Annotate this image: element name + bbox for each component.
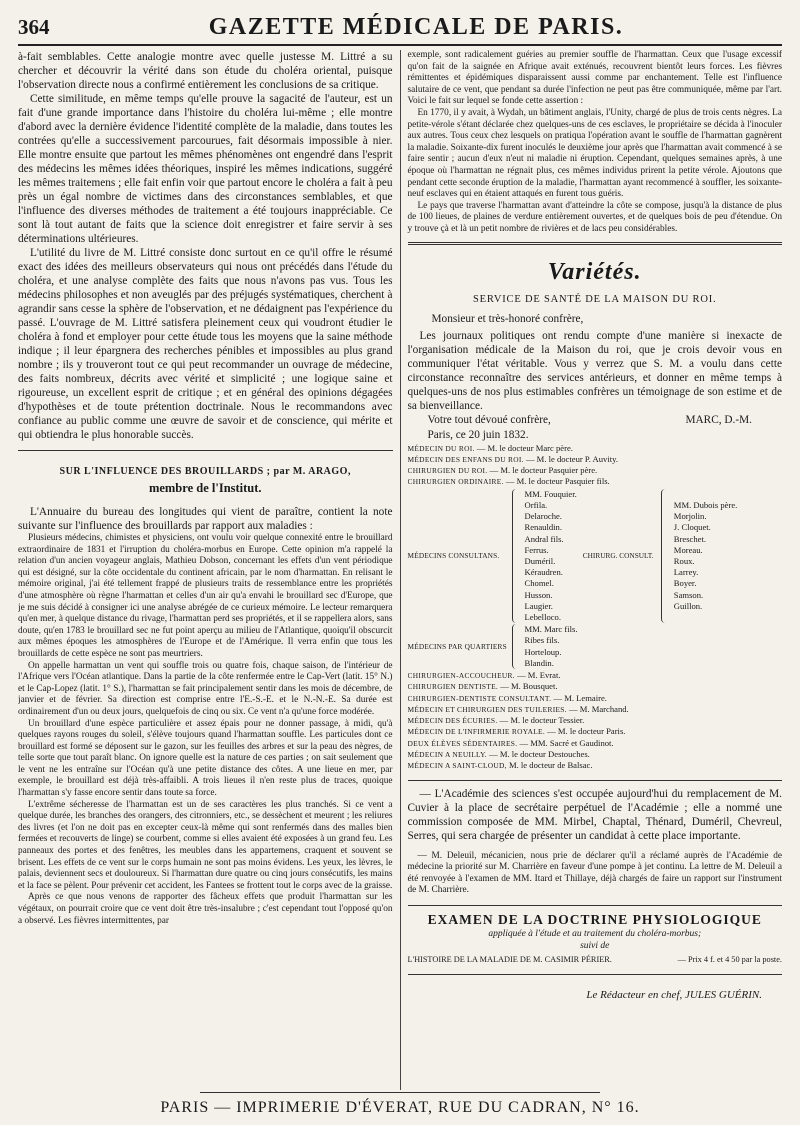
paragraph: Cette similitude, en même temps qu'elle prouve la sagacité de l'auteur, est un fait d'une grande importance dans l'histoire du choléra lui-même ; elle montre d'abord avec la dernière évidence l'identité complète de la maladie, dans toutes les contrées qu'elle a successivement parcourues, fait désormais impossible à nier. Elle montre ensuite que partout les mêmes phénomènes ont engendré dans l'esprit des médecins les mêmes idées théoriques, inspiré les mêmes indications, suggéré les mêmes traitemens ; elle fait enfin voir que partout encore le choléra a fait à peu près un égal nombre de victimes dans des circonstances semblables, et que l'influence des diverses méthodes de traitement a été toujours inappréciable. Ce sont là tout autant de faits que la science doit enregistrer et faire servir à ses déterminations ultérieures. <box>18 93 393 245</box>
staff-role: CHIRURGIEN DENTISTE. <box>407 682 499 692</box>
gazette-title: GAZETTE MÉDICALE DE PARIS. <box>208 14 624 40</box>
staff-row <box>408 738 783 749</box>
divider <box>18 450 393 451</box>
staff-role: MÉDECIN DES ÉCURIES. <box>407 716 498 726</box>
surgeon-name: J. Cloquet. <box>673 522 711 533</box>
consultant-name: Ferrus. <box>524 544 549 555</box>
consultant-name: MM. Fouquier. <box>524 488 577 499</box>
letter-date-row <box>408 428 783 443</box>
staff-name: — M. Bousquet. <box>500 681 558 692</box>
footer-divider <box>200 1092 600 1093</box>
page-number: 364 <box>18 15 50 39</box>
surgeon-name: Moreau. <box>673 544 703 555</box>
book-subtitle: appliquée à l'étude et au traitement du choléra-morbus; <box>488 928 702 939</box>
letter-closing <box>408 413 783 428</box>
section-divider <box>408 242 783 245</box>
consultant-name: Renauldin. <box>524 522 562 533</box>
divider <box>408 974 783 975</box>
article-subtitle: membre de l'Institut. <box>148 481 262 495</box>
academie-note: — L'Académie des sciences s'est occupée aujourd'hui du remplacement de M. Cuvier à la place de secrétaire perpétuel de l'Académie ; elle a nommé une commission composée de MM. Mirbel, Chaptal, Thénard, Duméril, Chevreul, Serres, qui sera chargée de présenter un candidat à cette place importante. <box>407 787 782 842</box>
surgeon-name: Larrey. <box>673 567 699 578</box>
paragraph: L'utilité du livre de M. Littré consiste donc surtout en ce qu'il offre le résumé exact des idées des meilleurs observateurs qui nous ont précédés dans l'étude du choléra, et une analyse complète des faits que nous n'avons pas vus. Tous les médecins philosophes et non aveuglés par des préjugés systématiques, cherchent à agrandir sans cesse la sphère de l'observation, et ne dédaignent pas l'expérience du passé. L'ouvrage de M. Littré satisfera pleinement ceux qui voudront étudier le choléra à fond et employer pour cette étude tous les moyens que la saine méthode indique ; il leur épargnera des recherches pénibles et impossibles au plus grand nombre ; ils y trouveront tout ce qui peut recommander un ouvrage de médecine, des faits nombreux, décrits avec vérité et simplicité ; une logique saine et rigoureuse, un excellent esprit de critique ; et en général des opinions dégagées d'hypothèses et de toute prétention doctrinale. Nous le recommandons avec confiance au public comme une œuvre de savoir et de conscience, qui mérite et qui obtiendra le plus honorable succès. <box>18 247 393 441</box>
staff-row <box>408 476 783 487</box>
consultant-name: Duméril. <box>524 555 556 566</box>
article-paragraph: Un brouillard d'une espèce particulière et assez épais pour ne donner passage, à midi, qu'à quelques rayons rouges du soleil, s'élève toujours quand l'harmattan souffle. Les particules dont ce brouillard est formé se déposent sur le gazon, sur les feuilles des arbres et sur la peau des nègres, de telle sorte que tout paraît blanc. On ignore quelle est la nature de ces parties ; on sait seulement que le vent ne les entraîne sur l'Océan qu'à une petite distance des côtes. A une lieue en mer, par exemple, le brouillard est déjà très-affaibli. A trois lieues il n'en reste plus de traces, quoique l'harmattan s'y fasse encore sentir dans toute sa force. <box>18 718 393 799</box>
staff-row <box>408 693 783 704</box>
staff-name: — M. Lemaire. <box>553 692 607 703</box>
staff-name: — M. le docteur Tessier. <box>499 715 585 726</box>
staff-role: MÉDECIN DE L'INFIRMERIE ROYALE. <box>407 727 545 737</box>
article-paragraph: Après ce que nous venons de rapporter des fâcheux effets que produit l'harmattan sur les végétaux, on pourrait croire que ce vent doit être très-insalubre ; c'est cependant tout l'opposé qu'on a observé. Les fièvres intermittentes, par <box>18 892 393 926</box>
staff-row <box>408 704 783 715</box>
staff-name: — M. le docteur P. Auvity. <box>525 453 618 464</box>
staff-role: CHIRURGIEN ORDINAIRE. <box>407 477 504 487</box>
staff-name: — M. le docteur Paris. <box>547 726 626 737</box>
consultants-list <box>525 489 577 623</box>
group-label: MÉDECINS PAR QUARTIERS <box>407 641 507 651</box>
staff-row <box>408 681 783 692</box>
surgeon-name: Guillon. <box>673 600 703 611</box>
surgeon-name: Boyer. <box>673 578 697 589</box>
article-paragraph: L'extrême sécheresse de l'harmattan est un de ses caractères les plus tranchés. Si ce vent a quelque durée, les branches des orangers, des citronniers, etc., se dessèchent et meurent ; les reliures des livres (et l'on ne doit pas en excepter ceux-là même qui sont renfermés dans des malles bien fermées et recouverts de linge) se courbent, comme si elles avaient été exposées à un grand feu. Les panneaux des portes et des fenêtres, les meubles dans les appartemens, craquent et souvent se brisent. Les effets de ce vent sur le corps humain ne sont pas moins évidens. Les yeux, les lèvres, le palais, deviennent secs et douloureux. Si l'harmattan dure quatre ou cinq jours consécutifs, les mains et la face se pèlent. Pour prévenir cet accident, les Fantees se frottent tout le corps avec de la graisse. <box>18 799 393 891</box>
quartier-name: Ribes fils. <box>524 635 560 646</box>
consultant-name: Laugier. <box>524 600 553 611</box>
surgeons-list <box>674 500 738 612</box>
surgeon-name: Samson. <box>673 589 704 600</box>
divider <box>408 905 783 906</box>
left-column <box>18 50 400 1090</box>
salutation: Monsieur et très-honoré confrère, <box>431 312 584 325</box>
article-intro: L'Annuaire du bureau des longitudes qui vient de paraître, contient la note suivante sur l'influence des brouillards par rapport aux maladies : <box>18 506 393 532</box>
staff-name: — M. le docteur Pasquier père. <box>489 465 598 476</box>
staff-role: MÉDECIN DU ROI. <box>407 443 475 453</box>
staff-name: — M. Evrat. <box>517 669 561 680</box>
editor-signature: Le Rédacteur en chef, JULES GUÉRIN. <box>586 988 762 1001</box>
staff-name: — MM. Sacré et Gaudinot. <box>519 737 614 748</box>
quartier-name: MM. Marc fils. <box>524 624 578 635</box>
service-title: SERVICE DE SANTÉ DE LA MAISON DU ROI. <box>473 293 717 305</box>
staff-role: MÉDECIN DES ENFANS DU ROI. <box>407 454 524 464</box>
staff-row <box>408 465 783 476</box>
staff-role: MÉDECIN A SAINT-CLOUD, <box>407 761 507 771</box>
group-label: MÉDECINS CONSULTANS. <box>407 551 500 561</box>
book-line <box>408 954 783 966</box>
letter-body: Les journaux politiques ont rendu compte d'une manière si inexacte de l'organisation médicale de la Maison du roi, que je crois devoir vous en communiquer l'état véritable. Vous y verrez que S. M. a voulu dans cette circonstance reconnaître des services antérieurs, et donner en même temps à quelques-uns de nos plus estimables confrères un témoignage de son estime et de sa bienveillance. <box>407 329 782 412</box>
staff-role: MÉDECIN A NEUILLY. <box>407 750 487 760</box>
staff-row <box>408 749 783 760</box>
book-price: — Prix 4 f. et 4 50 par la poste. <box>677 954 782 964</box>
right-column <box>400 50 783 1090</box>
article-paragraph: Plusieurs médecins, chimistes et physiciens, ont voulu voir quelque connexité entre le brouillard extraordinaire de 1831 et l'irruption du choléra-morbus en Europe. Cette opinion m'a rappelé la relation d'un ancien voyageur anglais, Mathieu Dobson, concernant les effets d'un vent périodique qui est désigné, sur la côte occidentale du continent africain, par le nom d'harmattan. En relisant le mémoire original, j'ai été tellement frappé de plusieurs traits de ressemblance entre les propriétés d'une atmosphère où règne l'harmattan et celles d'un air qu'a envahi le brouillard sec d'Europe, que je me suis décidé à consigner ici une analyse abrégée de ce curieux mémoire. Le lecteur remarquera qu'en mer, à quelque distance du rivage, l'harmattan perd ses propriétés, et il se rappellera alors, sans doute, qu'en 1783 le brouillard sec ne fut point aperçu au milieu de l'Atlantique, quoiqu'il obscurcit aux mêmes époques les atmosphères de l'Europe et de l'Amérique. Il verra enfin que tous les brouillards de cette espèce ne sont pas meurtriers. <box>18 533 393 659</box>
book-title: EXAMEN DE LA DOCTRINE PHYSIOLOGIQUE <box>427 911 762 927</box>
staff-name: — M. le docteur Destouches. <box>489 749 590 760</box>
quartier-group <box>408 624 783 669</box>
staff-role: DEUX ÉLÈVES SÉDENTAIRES. <box>407 738 518 748</box>
staff-row <box>408 454 783 465</box>
consultants-group <box>408 489 783 623</box>
staff-role: CHIRURGIEN DU ROI. <box>407 466 488 476</box>
consultant-name: Lebelloco. <box>524 611 562 622</box>
article-paragraph: En 1770, il y avait, à Wydah, un bâtiment anglais, l'Unity, chargé de plus de trois cents nègres. La petite-vérole s'étant déclarée chez quelques-uns de ces esclaves, le propriétaire se décida à l'inoculer aux autres. Tous ceux chez lesquels on pratiqua l'opération avant le souffle de l'harmattan gagnèrent la maladie. Soixante-dix furent inoculés le deuxième jour après que l'harmattan avait commencé à se faire sentir ; aucun d'eux n'eut ni maladie ni éruption. Cependant, quelques semaines après, à une époque où l'harmattan ne régnait plus, ces mêmes individus prirent la petite vérole. Ajoutons que pendant cette seconde éruption de la maladie, l'harmattan ayant recommencé à souffler, les soixante-neuf esclaves qui en étaient attaqués en furent tous guéris. <box>407 107 782 200</box>
consultant-name: Andral fils. <box>524 533 564 544</box>
staff-name: — M. le docteur Marc père. <box>476 442 573 453</box>
quartier-name: Blandin. <box>524 657 554 668</box>
staff-role: CHIRURGIEN-DENTISTE CONSULTANT. <box>407 693 552 703</box>
staff-name: — M. le docteur Pasquier fils. <box>505 476 610 487</box>
surgeon-name: MM. Dubois père. <box>673 499 738 510</box>
staff-row <box>408 715 783 726</box>
paragraph: à-fait semblables. Cette analogie montre avec quelle justesse M. Littré a su chercher et découvrir la vérité dans son étude du choléra oriental, puisque l'observation directe nous a confirmé entièrement les conclusions de sa critique. <box>18 51 393 91</box>
group-label: CHIRURG. CONSULT. <box>582 551 654 561</box>
article-paragraph: exemple, sont radicalement guéries au premier souffle de l'harmattan. Ceux que l'usage excessif qu'on fait de la saignée en Afrique avait exténués, recouvrent bientôt leurs forces. Les fièvres rémittentes et épidémiques disparaissent aussi comme par enchantement. Telle est l'influence salutaire de ce vent, que pendant sa durée l'infection ne peut pas être communiquée, même par l'art. Voici le fait sur lequel se fonde cette assertion : <box>407 50 782 107</box>
deleuil-note: — M. Deleuil, mécanicien, nous prie de déclarer qu'il a réclamé auprès de l'Académie de médecine la priorité sur M. Charrière en faveur d'une pompe à jet continu. La lettre de M. Deleuil a été renvoyée à l'examen de MM. Itard et Thillaye, déjà chargés de faire un rapport sur l'instrument de M. Charrière. <box>407 850 782 896</box>
consultant-name: Delaroche. <box>524 511 562 522</box>
surgeon-name: Morjolin. <box>673 511 707 522</box>
book-suivi: suivi de <box>580 940 610 951</box>
brace <box>512 489 521 623</box>
consultant-name: Kéraudren. <box>524 567 563 578</box>
surgeon-name: Roux. <box>673 555 695 566</box>
surgeon-name: Breschet. <box>673 533 707 544</box>
staff-row <box>408 443 783 454</box>
staff-role: MÉDECIN ET CHIRURGIEN DES TUILERIES. <box>407 704 567 714</box>
brace <box>661 489 670 623</box>
closing: Votre tout dévoué confrère, <box>427 413 551 426</box>
staff-name: M. le docteur de Balsac. <box>508 760 593 771</box>
article-heading <box>18 463 393 497</box>
signature: MARC, D.-M. <box>685 413 752 426</box>
divider <box>408 780 783 781</box>
consultant-name: Orfila. <box>524 499 548 510</box>
section-title: Variétés. <box>547 258 642 285</box>
consultant-name: Husson. <box>524 589 553 600</box>
staff-row <box>408 760 783 771</box>
staff-list <box>408 443 783 772</box>
staff-row <box>408 670 783 681</box>
staff-name: — M. Marchand. <box>569 703 629 714</box>
quartier-name: Horteloup. <box>524 646 562 657</box>
columns <box>18 50 782 1090</box>
letter-date: Paris, ce 20 juin 1832. <box>427 428 529 441</box>
staff-row <box>408 726 783 737</box>
article-title: SUR L'INFLUENCE DES BROUILLARDS ; par M. ARAGO, <box>59 466 351 477</box>
consultant-name: Chomel. <box>524 578 554 589</box>
quartier-list <box>525 624 578 669</box>
staff-role: CHIRURGIEN-ACCOUCHEUR. <box>407 670 515 680</box>
masthead <box>18 14 782 46</box>
brace <box>512 624 521 669</box>
book-histoire: L'HISTOIRE DE LA MALADIE DE M. CASIMIR PÉRIER. <box>407 954 612 964</box>
article-paragraph: On appelle harmattan un vent qui souffle trois ou quatre fois, chaque saison, de l'intérieur de l'Afrique vers l'Océan atlantique. Dans la partie de la côte renfermée entre le Cap-Vert (latit. 15° N.) et le Cap-Lopez (latit. 1° S.), l'harmattan se fait principalement sentir dans les mois de décembre, de janvier et de février. Sa direction est comprise entre l'E.-S.-E. et le N.-N.-E. Sa durée est ordinairement d'un ou deux jours, quelquefois de cinq ou six. Ce vent n'a qu'une force modérée. <box>18 660 393 717</box>
article-paragraph: Le pays que traverse l'harmattan avant d'atteindre la côte se compose, jusqu'à la distance de plus de 100 lieues, de plaines de verdure entièrement ouvertes, et de quelques bois de peu d'étendue. On y trouve çà et là un petit nombre de rivières et de lacs peu considérables. <box>407 200 782 234</box>
imprint: PARIS — IMPRIMERIE D'ÉVERAT, RUE DU CADRAN, N° 16. <box>160 1099 640 1116</box>
